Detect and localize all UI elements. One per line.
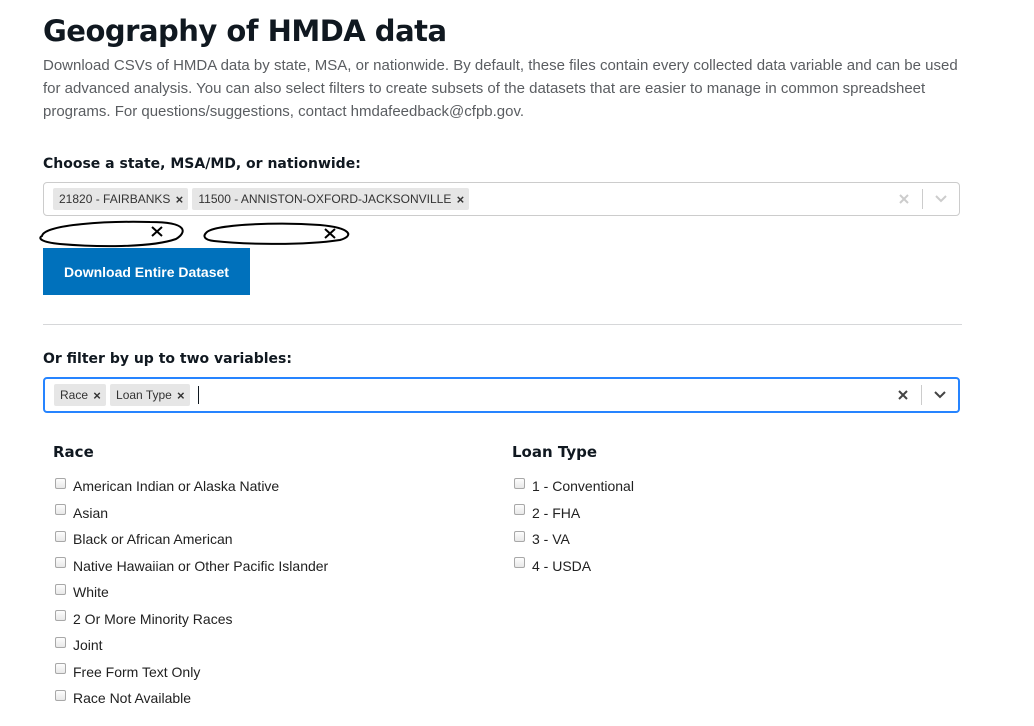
checkbox[interactable] [55, 584, 66, 595]
clear-icon[interactable] [885, 379, 921, 411]
remove-chip-icon[interactable]: × [93, 387, 101, 403]
text-cursor[interactable] [198, 386, 199, 404]
option-label: Joint [73, 637, 103, 654]
option-label: American Indian or Alaska Native [73, 478, 280, 495]
checkbox[interactable] [55, 690, 66, 701]
checkbox[interactable] [55, 531, 66, 542]
checkbox[interactable] [514, 478, 525, 489]
selected-value-chip [192, 188, 469, 210]
option-label: 3 - VA [532, 531, 570, 548]
filter-selected-values [45, 384, 885, 406]
checkbox[interactable] [514, 557, 525, 568]
option-label: 2 - FHA [532, 504, 581, 521]
remove-chip-icon[interactable]: × [456, 191, 465, 207]
loan-type-option[interactable] [512, 500, 634, 527]
option-label: Asian [73, 504, 109, 521]
loan-type-option[interactable] [512, 553, 634, 580]
chip-label: 11500 - ANNISTON-OXFORD-JACKSONVILLE [198, 192, 452, 206]
intro-text: Download CSVs of HMDA data by state, MSA, or nationwide. By default, these files contain every collected data variable and can be used for advanced analysis. You can also select filters to create subsets of the datasets that are easier to manage in common spreadsheet programs. For questions/suggestions, contact hmdafeedback@cfpb.gov. [43, 57, 958, 120]
option-label: 4 - USDA [532, 557, 592, 574]
remove-chip-icon[interactable]: × [177, 387, 185, 403]
race-option[interactable] [53, 526, 328, 553]
divider [43, 324, 962, 325]
checkbox[interactable] [55, 557, 66, 568]
checkbox[interactable] [55, 478, 66, 489]
option-label: Native Hawaiian or Other Pacific Islander [73, 557, 329, 574]
checkbox[interactable] [514, 531, 525, 542]
filter-select-label: Or filter by up to two variables: [43, 351, 292, 367]
selected-value-chip [54, 384, 106, 406]
checkbox[interactable] [55, 663, 66, 674]
checkbox[interactable] [55, 610, 66, 621]
selected-value-chip [53, 188, 188, 210]
loan-type-group-title: Loan Type [512, 443, 598, 461]
clear-icon[interactable] [886, 183, 922, 215]
option-label: Free Form Text Only [73, 663, 201, 680]
download-entire-dataset-button[interactable]: Download Entire Dataset [43, 248, 250, 295]
geo-selected-values [44, 188, 886, 210]
chip-label: 21820 - FAIRBANKS [59, 192, 171, 206]
race-options [53, 473, 328, 712]
option-label: 2 Or More Minority Races [73, 610, 233, 627]
geo-select-label: Choose a state, MSA/MD, or nationwide: [43, 156, 361, 172]
race-option[interactable] [53, 553, 328, 580]
checkbox[interactable] [514, 504, 525, 515]
variable-filter-select[interactable] [43, 377, 960, 413]
option-label: 1 - Conventional [532, 478, 634, 495]
page-title: Geography of HMDA data [43, 14, 447, 48]
chevron-down-icon[interactable] [922, 379, 958, 411]
race-group-title: Race [53, 443, 94, 461]
remove-chip-icon[interactable]: × [175, 191, 184, 207]
loan-type-options [512, 473, 634, 579]
loan-type-option[interactable] [512, 526, 634, 553]
race-option[interactable] [53, 659, 328, 686]
race-option[interactable] [53, 632, 328, 659]
loan-type-option[interactable] [512, 473, 634, 500]
option-label: Black or African American [73, 531, 233, 548]
selected-value-chip [110, 384, 190, 406]
geo-select[interactable] [43, 182, 960, 216]
chip-label: Race [60, 388, 89, 402]
chip-label: Loan Type [116, 388, 172, 402]
race-option[interactable] [53, 473, 328, 500]
race-option[interactable] [53, 579, 328, 606]
race-option[interactable] [53, 606, 328, 633]
option-label: Race Not Available [73, 690, 192, 707]
race-option[interactable] [53, 685, 328, 712]
chevron-down-icon[interactable] [923, 183, 959, 215]
checkbox[interactable] [55, 637, 66, 648]
race-option[interactable] [53, 500, 328, 527]
checkbox[interactable] [55, 504, 66, 515]
option-label: White [73, 584, 109, 601]
